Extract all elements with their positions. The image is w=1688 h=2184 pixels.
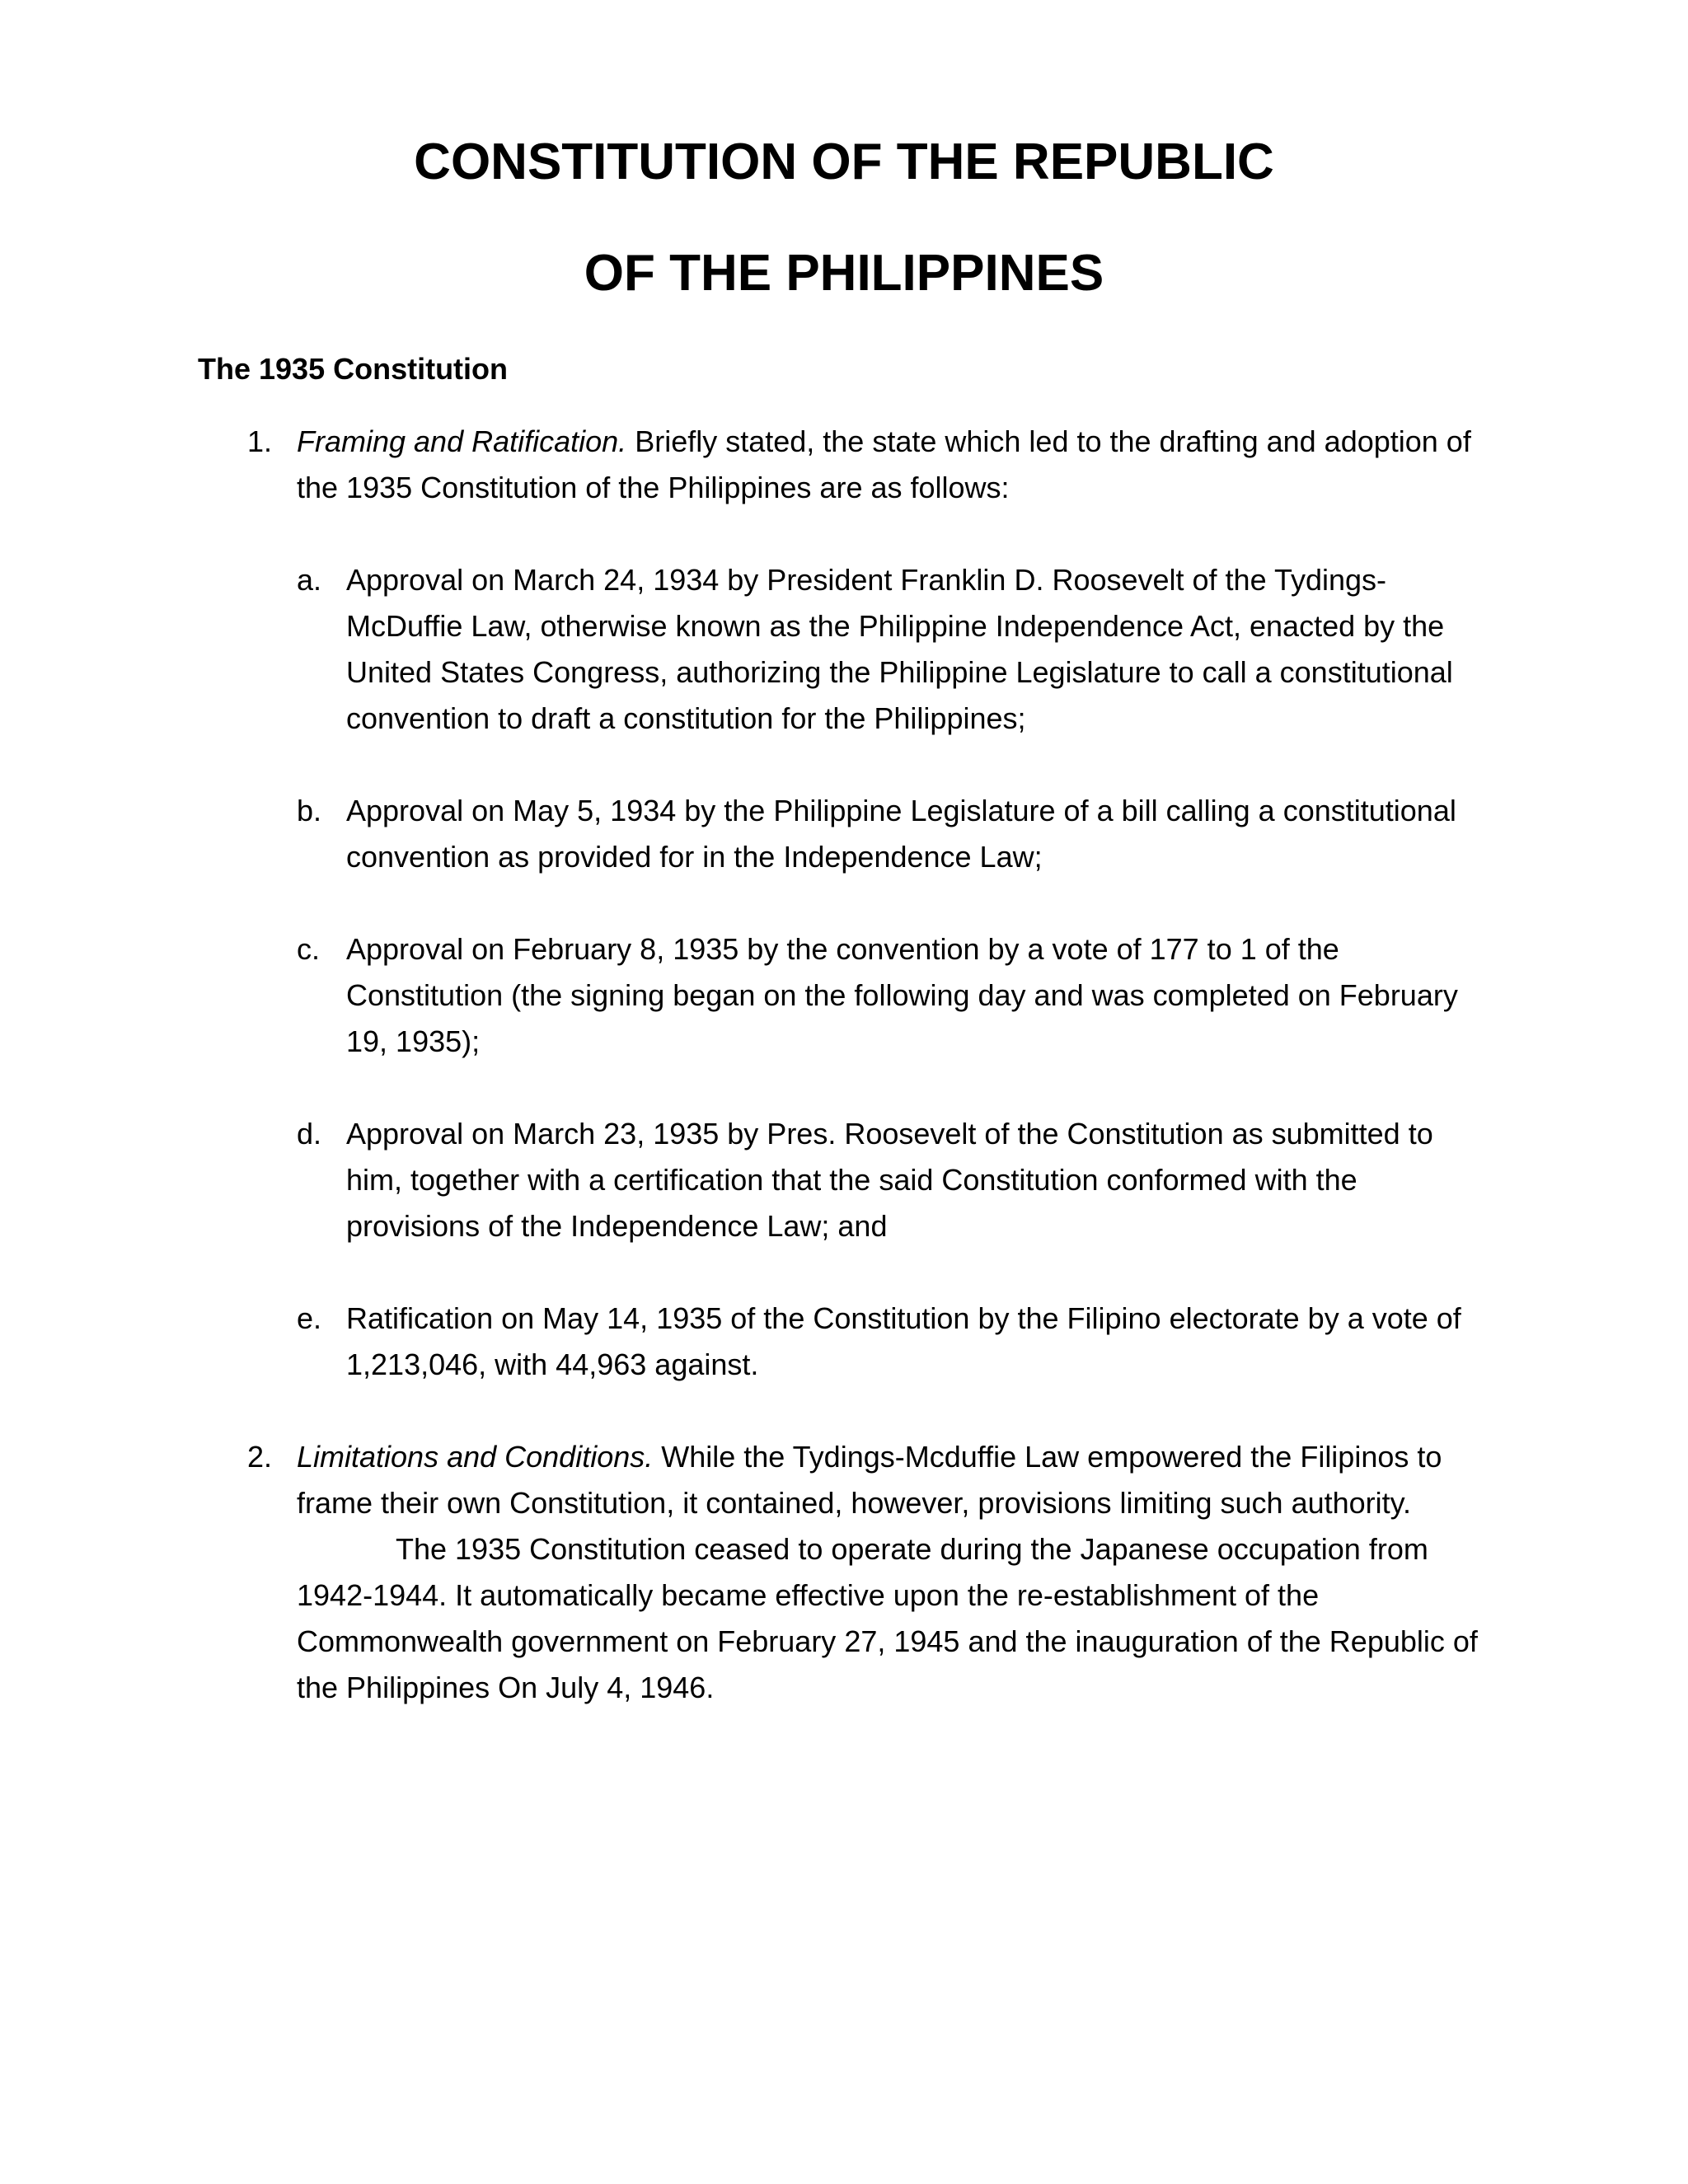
sub-item-e-text: Ratification on May 14, 1935 of the Constitution by the Filipino electorate by a vote of 1,213,046, with 44,963 against. [346,1301,1461,1381]
sub-item-a-marker: a. [297,563,322,597]
list-item-1-lead: Framing and Ratification. [297,424,627,458]
list-item-1-text: Briefly stated, the state which led to the drafting and adoption of the 1935 Constitution of the Philippines are as follows: [297,424,1471,504]
list-item-1 [297,419,1484,511]
closing-paragraph: The 1935 Constitution ceased to operate during the Japanese occupation from 1942-1944. It automatically became effective upon the re-establishment of the Commonwealth government on February 27, 1945 and the inauguration of the Republic of the Philippines On July 4, 1946. [297,1532,1478,1704]
list-item-2-text: While the Tydings-Mcduffie Law empowered the Filipinos to frame their own Constitution, it contained, however, provisions limiting such authority. [297,1440,1442,1520]
sub-item-d-text: Approval on March 23, 1935 by Pres. Roosevelt of the Constitution as submitted to him, together with a certification that the said Constitution conformed with the provisions of the Independence Law; and [346,1117,1433,1243]
sub-item-b-text: Approval on May 5, 1934 by the Philippine Legislature of a bill calling a constitutional convention as provided for in the Independence Law; [346,794,1456,874]
sub-item-d-marker: d. [297,1117,322,1151]
section-heading: The 1935 Constitution [198,352,509,386]
document-title-line-2: OF THE PHILIPPINES [584,245,1104,302]
sub-item-c-marker: c. [297,932,321,966]
sub-item-b-marker: b. [297,794,322,827]
document-title-line-1: CONSTITUTION OF THE REPUBLIC [414,134,1274,190]
sub-item-e-marker: e. [297,1301,322,1335]
sub-item-c-text: Approval on February 8, 1935 by the convention by a vote of 177 to 1 of the Constitution (the signing began on the following day and was completed on February 19, 1935); [346,932,1458,1058]
sub-item-a-text: Approval on March 24, 1934 by President Franklin D. Roosevelt of the Tydings-McDuffie Law, otherwise known as the Philippine Independence Act, enacted by the United States Congress, authorizing the Philippine Legislature to call a constitutional convention to draft a constitution for the Philippines; [346,563,1453,735]
list-item-2 [297,1434,1484,1526]
list-item-1-marker: 1. [247,424,273,458]
list-item-2-lead: Limitations and Conditions. [297,1440,654,1474]
list-item-2-marker: 2. [247,1440,273,1474]
